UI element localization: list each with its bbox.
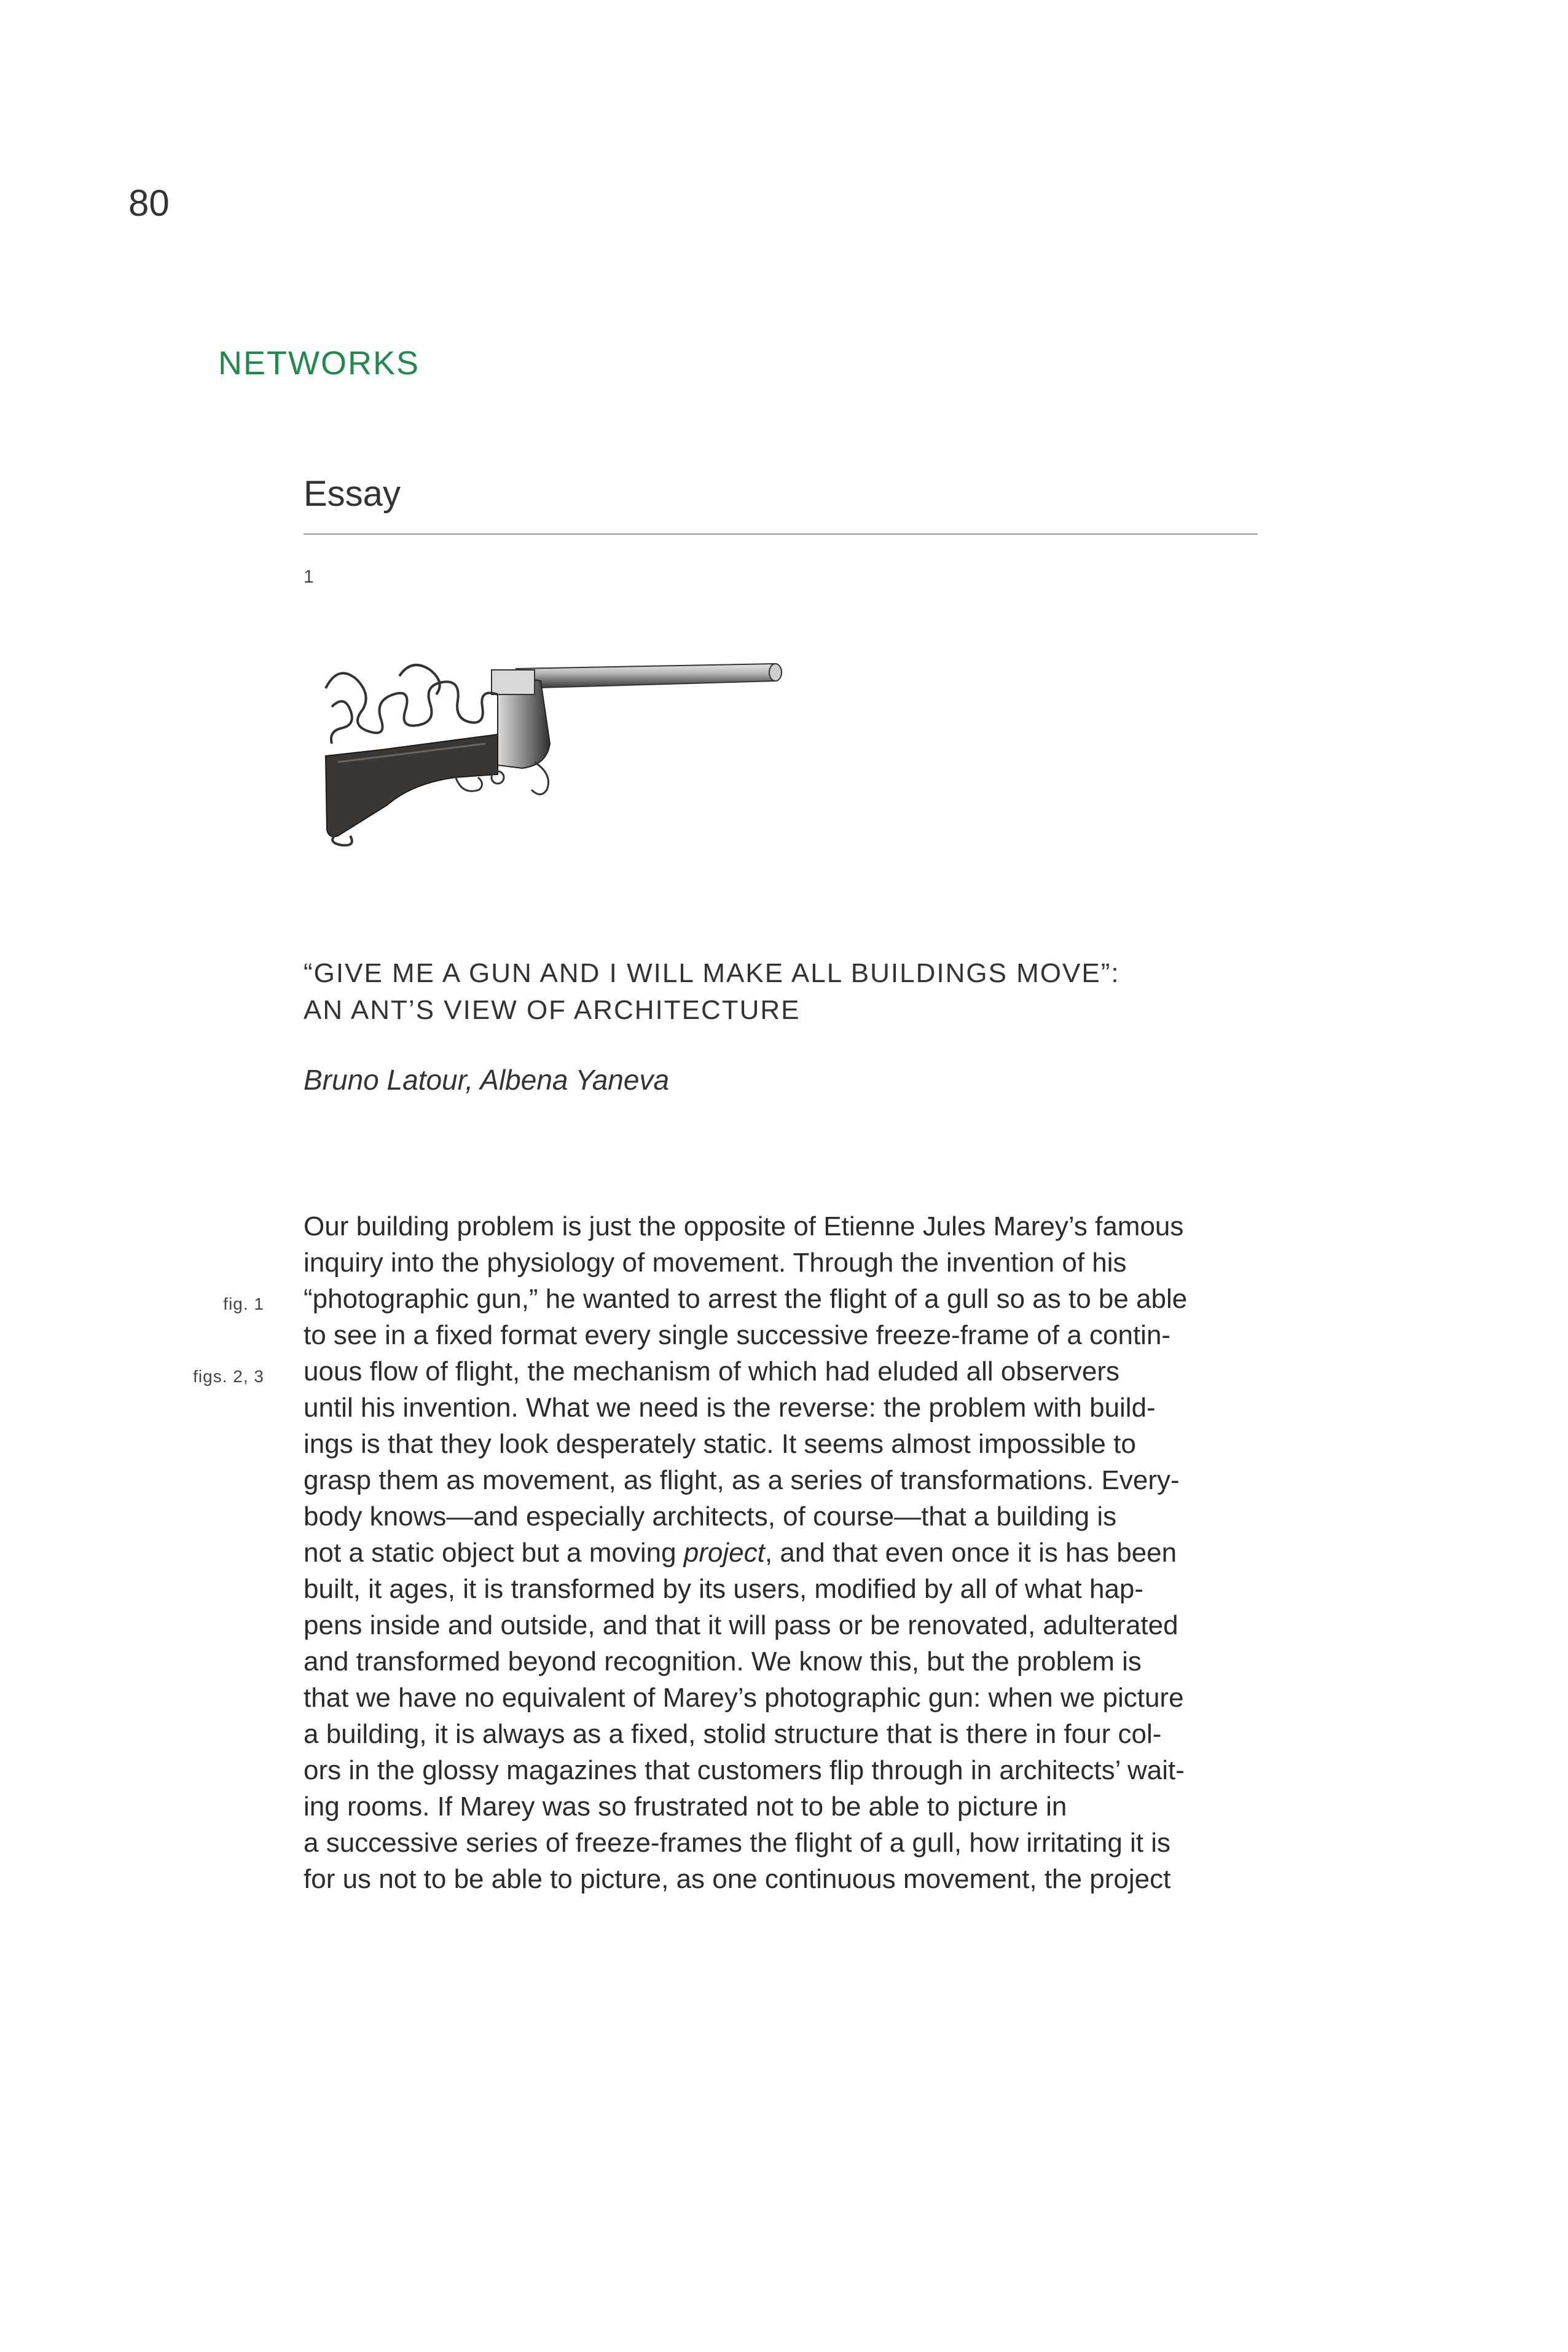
essay-label: Essay	[304, 474, 401, 514]
figure-number: 1	[304, 567, 314, 587]
body-line-after: , and that even once it is has been	[764, 1538, 1177, 1568]
body-italic-word: project	[683, 1538, 765, 1568]
essay-title-line-2: AN ANT’S VIEW OF ARCHITECTURE	[304, 995, 801, 1025]
page-number: 80	[128, 183, 170, 224]
essay-authors: Bruno Latour, Albena Yaneva	[304, 1064, 670, 1096]
body-line: body knows—and especially architects, of course—that a building is	[304, 1501, 1117, 1532]
section-label: NETWORKS	[218, 345, 420, 382]
body-line-before: not a static object but a moving	[304, 1538, 684, 1568]
body-line: to see in a fixed format every single successive freeze-frame of a contin-	[304, 1320, 1171, 1350]
body-line: Our building problem is just the opposite of Etienne Jules Marey’s famous	[304, 1211, 1184, 1241]
body-line: ors in the glossy magazines that customers flip through in architects’ wait-	[304, 1755, 1185, 1785]
body-line: ings is that they look desperately static. It seems almost impossible to	[304, 1429, 1136, 1459]
body-line: pens inside and outside, and that it will pass or be renovated, adulterated	[304, 1610, 1178, 1640]
essay-title-line-1: “GIVE ME A GUN AND I WILL MAKE ALL BUILDINGS MOVE”:	[304, 958, 1120, 988]
margin-note-fig-1: fig. 1	[223, 1294, 264, 1313]
photographic-gun-illustration	[313, 651, 786, 848]
gun-ornament-ribbons	[326, 673, 498, 733]
margin-note-figs-2-3: figs. 2, 3	[193, 1367, 264, 1386]
body-line: “photographic gun,” he wanted to arrest the flight of a gull so as to be able	[304, 1284, 1188, 1314]
essay-title	[304, 955, 1120, 1029]
body-line: uous flow of flight, the mechanism of which had eluded all observers	[304, 1356, 1120, 1386]
body-line: ing rooms. If Marey was so frustrated not to be able to picture in	[304, 1792, 1067, 1822]
body-text	[304, 1208, 1187, 1897]
body-line: grasp them as movement, as flight, as a series of transformations. Every-	[304, 1465, 1180, 1495]
body-line: built, it ages, it is transformed by its users, modified by all of what hap-	[304, 1574, 1144, 1604]
body-line: for us not to be able to picture, as one continuous movement, the project	[304, 1864, 1171, 1894]
body-line-with-italic	[304, 1535, 1187, 1571]
body-line: a building, it is always as a fixed, stolid structure that is there in four col-	[304, 1719, 1162, 1749]
gun-stock	[326, 734, 498, 836]
body-line: a successive series of freeze-frames the flight of a gull, how irritating it is	[304, 1828, 1171, 1858]
horizontal-rule	[304, 533, 1258, 535]
gun-barrel	[516, 664, 782, 688]
body-line: inquiry into the physiology of movement. Through the invention of his	[304, 1248, 1127, 1278]
body-line: and transformed beyond recognition. We know this, but the problem is	[304, 1646, 1142, 1677]
body-line: until his invention. What we need is the reverse: the problem with build-	[304, 1393, 1156, 1423]
body-line: that we have no equivalent of Marey’s photographic gun: when we picture	[304, 1683, 1184, 1713]
